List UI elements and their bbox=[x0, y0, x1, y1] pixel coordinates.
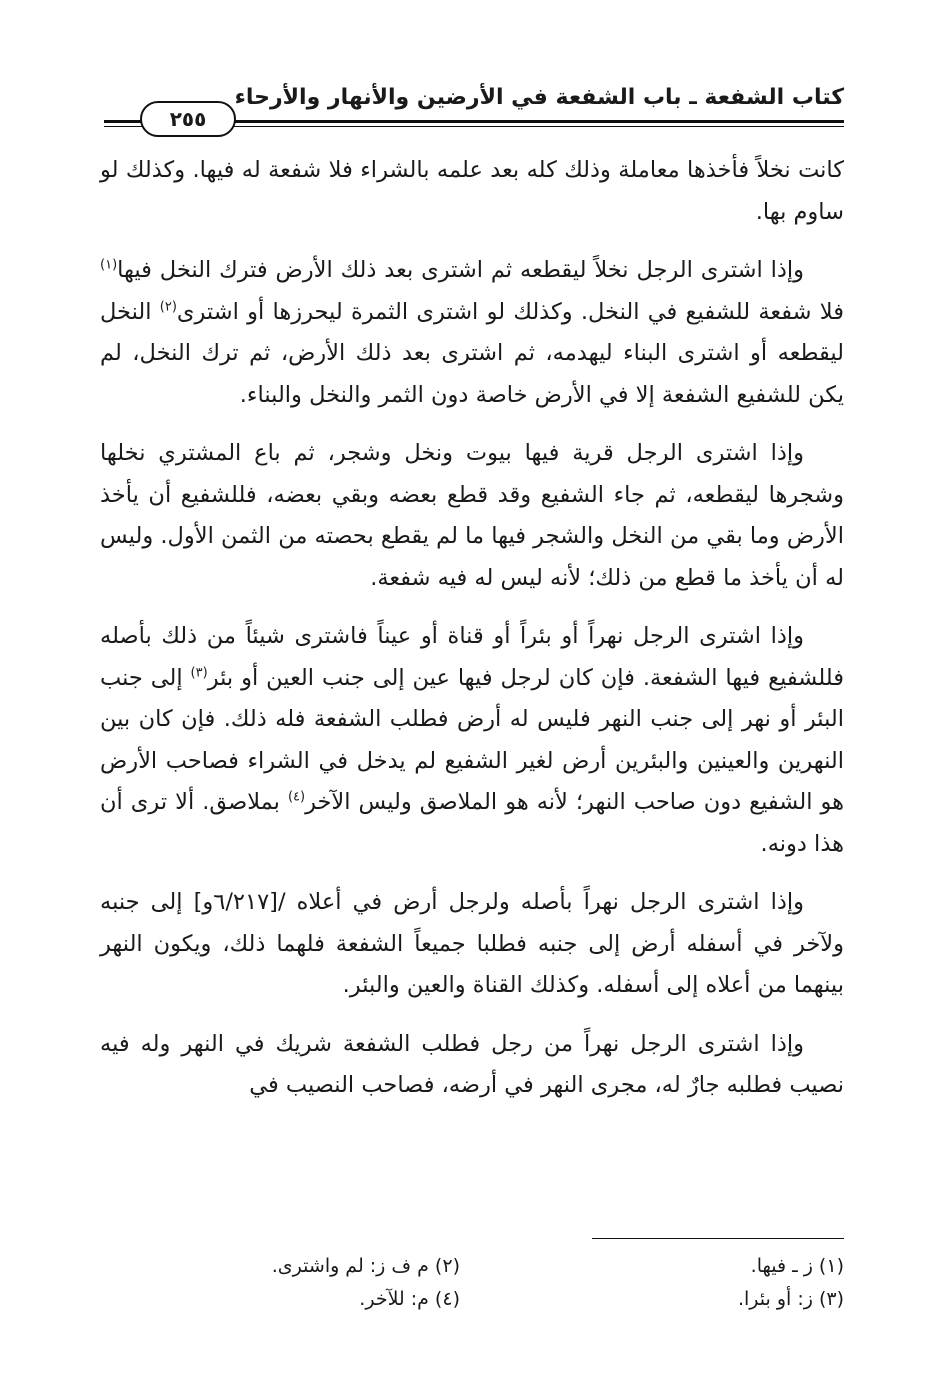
footnote: (٤) م: للآخر. bbox=[359, 1288, 460, 1310]
page-number: ٢٥٥ bbox=[140, 101, 236, 137]
text-run: إلى جنب البئر أو نهر إلى جنب النهر فليس له أرض فطلب الشفعة فله ذلك. فإن كان بين النهرين والعينين والبئرين أرض لغير الشفيع لم يدخل في الشراء فصاحب الأرض هو الشفيع دون صاحب النهر؛ لأنه هو الملاصق وليس الآخر bbox=[100, 664, 844, 815]
footnote-ref: (٤) bbox=[287, 789, 306, 805]
footnotes bbox=[100, 1250, 844, 1316]
text-run: وإذا اشترى الرجل نخلاً ليقطعه ثم اشترى بعد ذلك الأرض فترك النخل فيها bbox=[117, 257, 804, 283]
text-run: وإذا اشترى الرجل قرية فيها بيوت ونخل وشجر، ثم باع المشتري نخلها وشجرها ليقطعه، ثم جاء الشفيع وقد قطع بعضه وبقي بعضه، فللشفيع أن يأخذ الأرض وما بقي من النخل والشجر فيها ما لم يقطع بحصته من الثمن الأول. وليس له أن يأخذ ما قطع من ذلك؛ لأنه ليس له فيه شفعة. bbox=[100, 440, 844, 591]
text-run: فلا شفعة للشفيع في النخل. وكذلك لو اشترى الثمرة ليحرزها أو اشترى bbox=[176, 298, 844, 325]
paragraph bbox=[100, 882, 844, 1007]
paragraph bbox=[100, 1024, 844, 1107]
footnote: (١) ز ـ فيها. bbox=[750, 1255, 844, 1277]
footnote-ref: (١) bbox=[100, 257, 118, 273]
paragraph bbox=[100, 250, 844, 416]
text-run: وإذا اشترى الرجل نهراً بأصله ولرجل أرض في أعلاه /[٦/٢١٧و] إلى جنبه ولآخر في أسفله أرض إلى جنبه فطلبا جميعاً الشفعة فلهما ذلك، ويكون النهر بينهما من أعلاه إلى أسفله. وكذلك القناة والعين والبئر. bbox=[100, 889, 844, 998]
paragraph bbox=[100, 433, 844, 599]
footnote: (٣) ز: أو بئرا. bbox=[737, 1288, 844, 1310]
text-run: وإذا اشترى الرجل نهراً من رجل فطلب الشفعة شريك في النهر وله فيه نصيب فطلبه جارٌ له، مجرى النهر في أرضه، فصاحب النصيب في bbox=[100, 1030, 844, 1098]
running-title: كتاب الشفعة ـ باب الشفعة في الأرضين والأنهار والأرحاء bbox=[234, 85, 844, 110]
paragraph bbox=[100, 150, 844, 233]
main-text bbox=[100, 150, 844, 1107]
text-run: بملاصق. ألا ترى أن هذا دونه. bbox=[100, 789, 844, 857]
text-run: النخل ليقطعه أو اشترى البناء ليهدمه، ثم اشترى بعد ذلك الأرض، ثم ترك النخل، لم يكن للشفيع الشفعة إلا في الأرض خاصة دون الثمر والنخل والبناء. bbox=[100, 298, 844, 408]
footnote-separator bbox=[592, 1238, 844, 1239]
text-run: كانت نخلاً فأخذها معاملة وذلك كله بعد علمه بالشراء فلا شفعة له فيها. وكذلك لو ساوم بها. bbox=[100, 157, 844, 225]
footnote-ref: (٣) bbox=[190, 665, 208, 680]
paragraph bbox=[100, 616, 844, 865]
footnote-ref: (٢) bbox=[159, 299, 177, 314]
text-run: وإذا اشترى الرجل نهراً أو بئراً أو قناة أو عيناً فاشترى شيئاً من ذلك بأصله فللشفيع فيها الشفعة. فإن كان لرجل فيها عين إلى جنب العين أو بئر bbox=[100, 623, 844, 691]
footnote: (٢) م ف ز: لم واشترى. bbox=[271, 1255, 460, 1277]
